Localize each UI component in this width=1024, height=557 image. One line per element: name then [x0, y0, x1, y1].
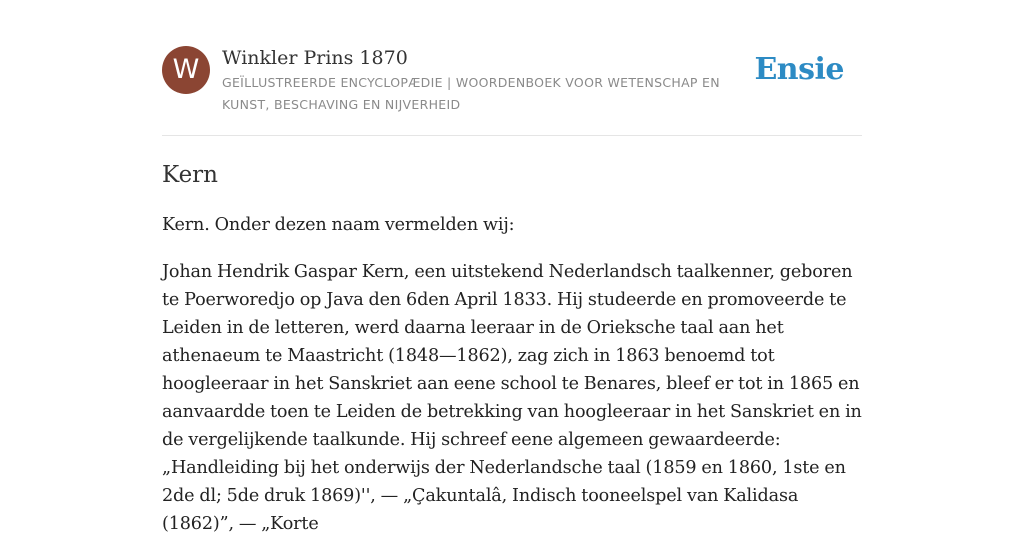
page — [162, 0, 862, 534]
site-subtitle: GEÏLLUSTREERDE ENCYCLOPÆDIE | WOORDENBOEK VOOR WETENSCHAP EN KUNST, BESCHAVING EN NIJVERHEID — [222, 75, 720, 112]
header-divider — [162, 135, 862, 136]
site-title[interactable]: Winkler Prins 1870 — [222, 47, 408, 69]
ensie-logo[interactable]: Ensie — [754, 52, 844, 87]
article-title: Kern — [162, 162, 218, 188]
site-header — [162, 46, 862, 136]
article-body — [162, 211, 862, 557]
article-paragraph-intro: Kern. Onder dezen naam vermelden wij: — [162, 215, 515, 235]
avatar[interactable]: W — [162, 46, 210, 94]
article-paragraph-kern: Johan Hendrik Gaspar Kern, een uitstekend Nederlandsch taalkenner, geboren te Poerworedjo op Java den 6den April 1833. Hij studeerde en promoveerde te Leiden in de letteren, werd daarna leeraar in de Orieksche taal aan het athenaeum te Maastricht (1848—1862), zag zich in 1863 benoemd tot hoogleeraar in het Sanskriet aan eene school te Benares, bleef er tot in 1865 en aanvaardde toen te Leiden de betrekking van hoogleeraar in het Sanskriet en in de vergelijkende taalkunde. Hij schreef eene algemeen gewaardeerde: „Handleiding bij het onderwijs der Nederlandsche taal (1859 en 1860, 1ste en 2de dl; 5de druk 1869)'', — „Çakuntalâ, Indisch tooneelspel van Kalidasa (1862)”, — „Korte — [162, 262, 862, 534]
